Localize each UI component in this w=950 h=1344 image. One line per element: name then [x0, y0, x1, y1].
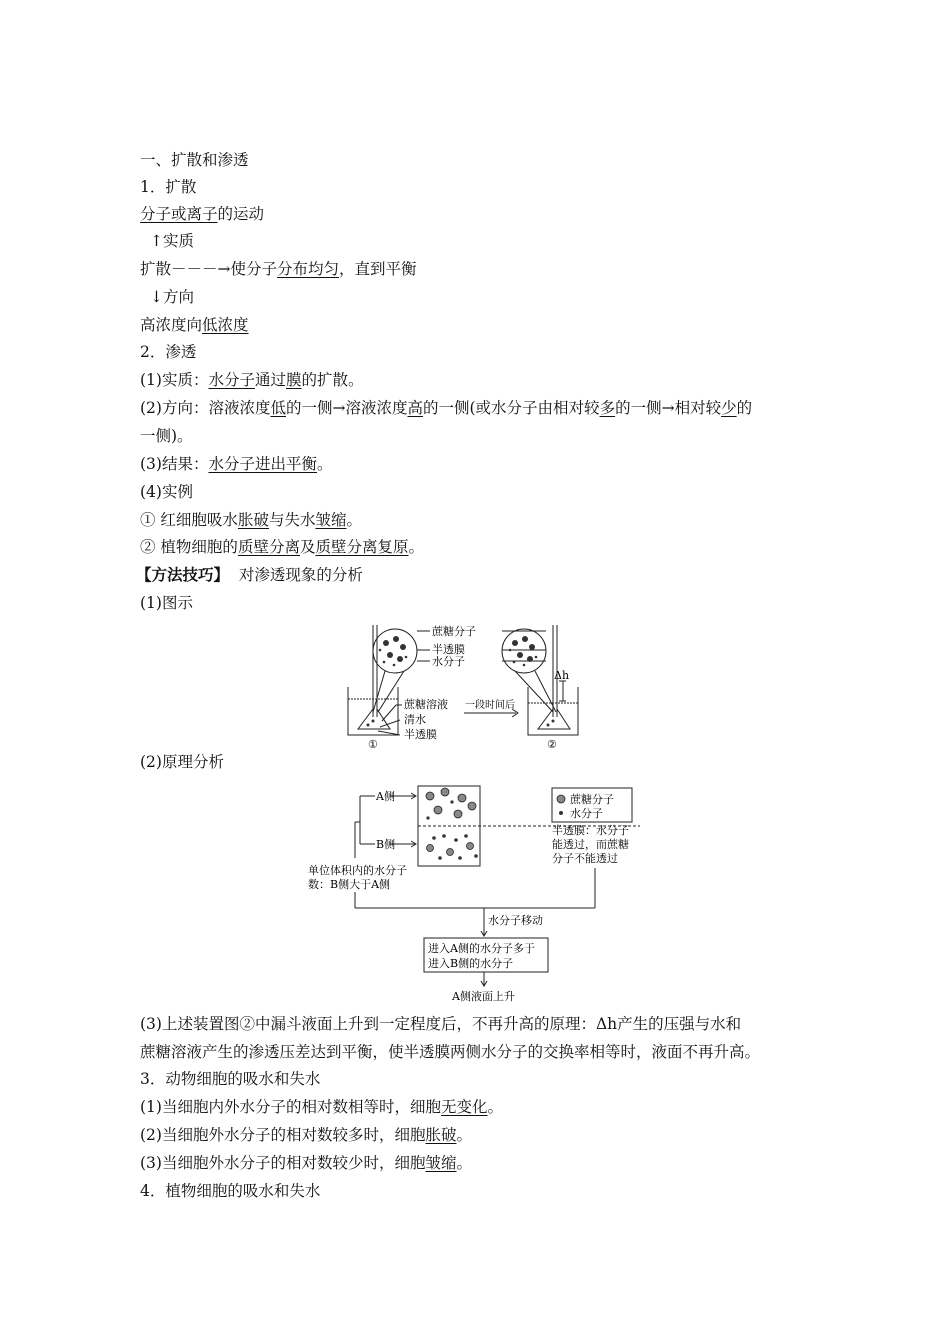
diffusion-nature-arrow: ↑实质 — [150, 232, 194, 250]
osmosis-examples: (4)实例 — [140, 483, 193, 501]
fig1-label-solution: 蔗糖溶液 — [404, 698, 448, 711]
diffusion-main: 扩散－－－→使分子分布均匀，直到平衡 — [140, 260, 417, 278]
fig2-count-note-2: 数：B侧大于A侧 — [308, 878, 391, 891]
fig1-label-sucrose: 蔗糖分子 — [432, 625, 476, 638]
fig2-result-line-2: 进入B侧的水分子 — [428, 957, 514, 970]
osmosis-heading: 2．渗透 — [140, 343, 197, 361]
method-point-3: (3)上述装置图②中漏斗液面上升到一定程度后，不再升高的原理：Δh产生的压强与水和 — [140, 1015, 742, 1033]
fig2-count-note-1: 单位体积内的水分子 — [308, 864, 407, 877]
fig1-label-membrane: 半透膜 — [432, 643, 465, 656]
example-plant-cell: ② 植物细胞的质壁分离及质壁分离复原。 — [140, 538, 424, 556]
figure-subtitle: (1)图示 — [140, 594, 193, 612]
osmosis-apparatus-figure — [340, 617, 590, 750]
animal-cell-1: (1)当细胞内外水分子的相对数相等时，细胞无变化。 — [140, 1098, 503, 1116]
osmosis-direction-cont: 一侧)。 — [140, 427, 193, 445]
animal-cell-2: (2)当细胞外水分子的相对数较多时，细胞胀破。 — [140, 1126, 472, 1144]
fig2-membrane-note-3: 分子不能透过 — [552, 852, 618, 865]
fig2-move-label: 水分子移动 — [488, 914, 543, 927]
fig2-legend-water: 水分子 — [570, 807, 603, 820]
principle-subtitle: (2)原理分析 — [140, 753, 224, 771]
diffusion-direction: 高浓度向低浓度 — [140, 316, 249, 334]
fig1-label-membrane2: 半透膜 — [404, 728, 437, 741]
fig2-result-line-1: 进入A侧的水分子多于 — [428, 942, 535, 955]
osmosis-result: (3)结果：水分子进出平衡。 — [140, 455, 333, 473]
fig2-membrane-note-2: 能透过，而蔗糖 — [552, 838, 629, 851]
section-title: 一、扩散和渗透 — [140, 151, 249, 169]
diffusion-direction-arrow: ↓方向 — [150, 288, 194, 306]
example-red-cell: ① 红细胞吸水胀破与失水皱缩。 — [140, 511, 362, 529]
osmosis-direction: (2)方向：溶液浓度低的一侧→溶液浓度高的一侧(或水分子由相对较多的一侧→相对较少的 — [140, 399, 753, 417]
fig1-label-clear-water: 清水 — [404, 713, 426, 726]
fig1-number-2: ② — [547, 738, 557, 750]
fig1-number-1: ① — [368, 738, 378, 750]
animal-cell-3: (3)当细胞外水分子的相对数较少时，细胞皱缩。 — [140, 1154, 472, 1172]
fig2-legend-sucrose: 蔗糖分子 — [570, 793, 614, 806]
osmosis-nature: (1)实质：水分子通过膜的扩散。 — [140, 371, 364, 389]
fig1-arrow-label: 一段时间后 — [465, 700, 515, 711]
diffusion-nature: 分子或离子的运动 — [140, 205, 265, 223]
fig1-label-water: 水分子 — [432, 655, 465, 668]
plant-cell-heading: 4．植物细胞的吸水和失水 — [140, 1182, 321, 1200]
fig2-membrane-note-1: 半透膜：水分子 — [552, 824, 629, 837]
fig2-side-b: B侧 — [376, 838, 396, 851]
fig2-final: A侧液面上升 — [452, 990, 515, 1003]
diffusion-heading: 1．扩散 — [140, 178, 197, 196]
fig2-side-a: A侧 — [376, 790, 395, 803]
fig1-dh-label: Δh — [554, 669, 570, 682]
method-point-3-cont: 蔗糖溶液产生的渗透压差达到平衡，使半透膜两侧水分子的交换率相等时，液面不再升高。 — [140, 1043, 761, 1061]
animal-cell-heading: 3．动物细胞的吸水和失水 — [140, 1070, 321, 1088]
osmosis-principle-flowchart — [300, 778, 650, 1008]
method-title: 【方法技巧】 对渗透现象的分析 — [136, 565, 363, 584]
